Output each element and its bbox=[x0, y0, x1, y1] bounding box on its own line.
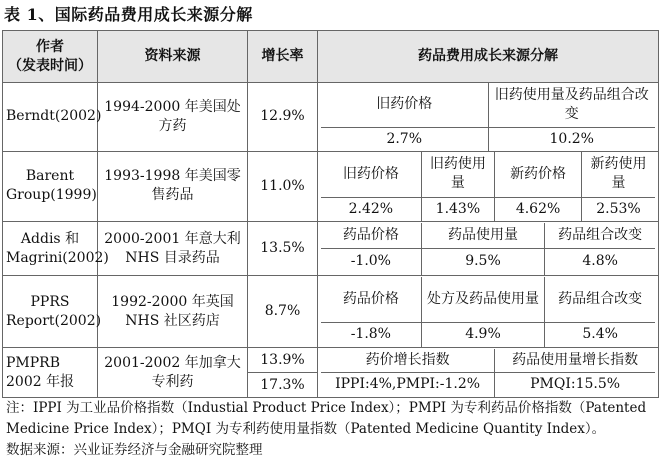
source-cell: 1994-2000 年美国处方药 bbox=[98, 83, 248, 152]
header-author bbox=[3, 31, 98, 83]
factor-value: PMQI:15.5% bbox=[495, 373, 655, 397]
table-row bbox=[3, 151, 659, 222]
author-cell: PPRS Report(2002) bbox=[3, 276, 98, 348]
data-source-line: 数据来源：兴业证券经济与金融研究院整理 bbox=[6, 442, 263, 458]
factor-value: IPPI:4%,PMPI:-1.2% bbox=[321, 373, 495, 397]
growth-cell: 13.9% bbox=[248, 348, 318, 373]
factor-value: 10.2% bbox=[488, 127, 655, 151]
factor-label: 药品组合改变 bbox=[545, 223, 655, 249]
decomposition-table bbox=[2, 30, 659, 398]
decomposition-cell bbox=[318, 151, 659, 222]
table-row bbox=[3, 348, 659, 373]
decomposition-cell bbox=[318, 222, 659, 276]
note-line: Medicine Price Index）；PMQI 为专利药使用量指数（Patented Medicine Quantity Index）。 bbox=[6, 421, 606, 437]
table-row bbox=[3, 276, 659, 348]
factor-value: 9.5% bbox=[421, 249, 545, 275]
header-row bbox=[3, 31, 659, 83]
factor-value: 2.7% bbox=[321, 127, 488, 151]
factor-label: 新药价格 bbox=[495, 152, 582, 198]
factor-label: 新药使用量 bbox=[581, 152, 655, 198]
growth-cell: 12.9% bbox=[248, 83, 318, 152]
factor-label: 旧药使用量及药品组合改变 bbox=[488, 83, 655, 127]
factor-label: 药品使用量增长指数 bbox=[495, 349, 655, 373]
factor-label: 旧药价格 bbox=[376, 96, 433, 113]
author-cell: PMPRB 2002 年报 bbox=[3, 348, 98, 398]
header-author-date: （发表时间） bbox=[8, 57, 92, 74]
growth-cell: 17.3% bbox=[248, 373, 318, 398]
header-growth: 增长率 bbox=[248, 31, 318, 83]
source-cell: 1992-2000 年英国 NHS 社区药店 bbox=[98, 276, 248, 348]
factor-value: -1.8% bbox=[321, 323, 421, 347]
factor-value: 2.42% bbox=[321, 198, 421, 222]
factor-value: 5.4% bbox=[545, 323, 655, 347]
growth-cell: 8.7% bbox=[248, 276, 318, 348]
header-source: 资料来源 bbox=[98, 31, 248, 83]
factor-label: 药品价格 bbox=[342, 290, 399, 307]
factor-label: 旧药价格 bbox=[342, 165, 399, 182]
decomposition-cell bbox=[318, 276, 659, 348]
factor-value: 4.62% bbox=[495, 198, 582, 222]
source-cell: 2000-2001 年意大利 NHS 目录药品 bbox=[98, 222, 248, 276]
table-row bbox=[3, 83, 659, 152]
factor-value: 1.43% bbox=[421, 198, 494, 222]
factor-label: 药品使用量 bbox=[421, 223, 545, 249]
header-decomposition: 药品费用成长来源分解 bbox=[318, 31, 659, 83]
factor-value: -1.0% bbox=[321, 249, 421, 275]
table-row bbox=[3, 222, 659, 276]
author-cell: Addis 和 Magrini(2002) bbox=[3, 222, 98, 276]
factor-label: 药价增长指数 bbox=[365, 351, 450, 368]
factor-label: 旧药使用量 bbox=[421, 152, 494, 198]
source-cell: 2001-2002 年加拿大专利药 bbox=[98, 348, 248, 398]
factor-label: 处方及药品使用量 bbox=[421, 277, 545, 323]
factor-value: 4.8% bbox=[545, 249, 655, 275]
header-author-label: 作者 bbox=[36, 38, 64, 55]
factor-value: 2.53% bbox=[581, 198, 655, 222]
growth-cell: 11.0% bbox=[248, 151, 318, 222]
note-line: 注：IPPI 为工业品价格指数（Industial Product Price Index）；PMPI 为专利药品价格指数（Patented bbox=[6, 400, 647, 416]
factor-label: 药品组合改变 bbox=[545, 277, 655, 323]
factor-value: 4.9% bbox=[421, 323, 545, 347]
author-cell: Berndt(2002) bbox=[3, 83, 98, 152]
table-notes bbox=[6, 398, 656, 461]
author-cell: Barent Group(1999) bbox=[3, 151, 98, 222]
table-title: 表 1、国际药品费用成长来源分解 bbox=[4, 5, 253, 24]
source-cell: 1993-1998 年美国零售药品 bbox=[98, 151, 248, 222]
decomposition-cell bbox=[318, 83, 659, 152]
factor-label: 药品价格 bbox=[342, 226, 399, 243]
growth-cell: 13.5% bbox=[248, 222, 318, 276]
decomposition-cell bbox=[318, 348, 659, 398]
